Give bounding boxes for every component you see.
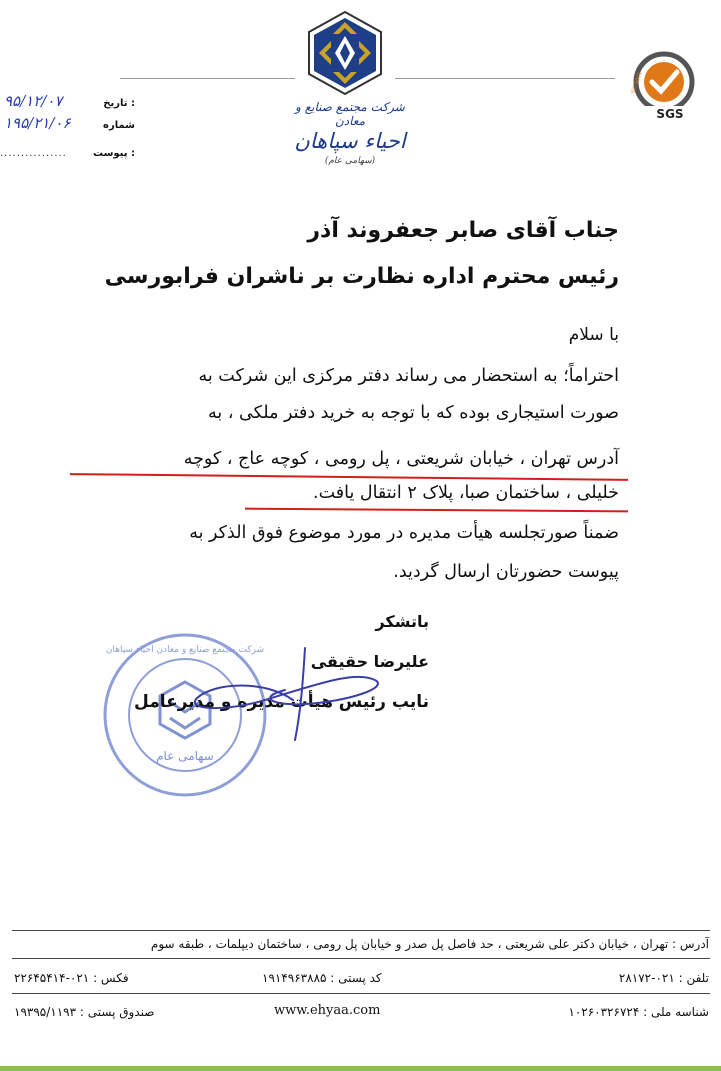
- signature-scribble: [175, 640, 435, 750]
- attachment-label: : پیوست: [92, 148, 135, 159]
- company-name: [280, 100, 420, 166]
- body-line-5: ضمناً صورتجلسه هیأت مدیره در مورد موضوع فوق الذکر به: [189, 523, 619, 543]
- body-line-3: آدرس تهران ، خیابان شریعتی ، پل رومی ، کوچه عاج ، کوچه: [183, 449, 619, 469]
- addressee-title: رئیس محترم اداره نظارت بر ناشران فرابورسی: [104, 264, 619, 289]
- iso-text: ISO 9001: [630, 71, 644, 95]
- footer-fax: فکس : ۰۲۱-۲۲۶۴۵۴۱۴: [14, 971, 129, 985]
- number-row: [0, 114, 135, 138]
- red-underline-1: [70, 473, 628, 481]
- body-line-2: صورت استیجاری بوده که با توجه به خرید دفتر ملکی ، به: [208, 403, 619, 423]
- number-value: ۱۹۵/۲۱/۰۶: [4, 114, 71, 132]
- sgs-certification-logo: [612, 44, 702, 124]
- header-rule-left: [120, 78, 295, 79]
- date-value: ۹۵/۱۲/۰۷: [4, 92, 63, 110]
- footer-postal-code: کد پستی : ۱۹۱۴۹۶۳۸۸۵: [262, 971, 382, 985]
- footer-rule-top: [12, 930, 710, 931]
- footer-phone: تلفن : ۰۲۱-۲۸۱۷۲: [618, 971, 709, 985]
- footer-rule-1: [12, 958, 710, 959]
- signatory-name: علیرضا حقیقی: [310, 652, 429, 671]
- closing: باتشکر: [375, 612, 429, 631]
- stamp-ring-text: شرکت مجتمع صنایع و معادن احیاء سپاهان: [105, 645, 265, 655]
- stamp-text: سهامی عام: [156, 749, 214, 763]
- company-name-line2: احیاء سپاهان: [294, 129, 406, 153]
- date-row: [0, 92, 135, 116]
- sgs-text: SGS: [656, 107, 684, 121]
- addressee-name: جناب آقای صابر جعفروند آذر: [307, 218, 619, 243]
- footer-color-bar: [0, 1066, 721, 1071]
- date-label: : تاریخ: [103, 98, 135, 109]
- attachment-row: [0, 146, 135, 166]
- body-line-6: پیوست حضورتان ارسال گردید.: [393, 562, 619, 582]
- greeting: با سلام: [568, 325, 619, 345]
- attachment-value: ................: [0, 148, 67, 159]
- footer-po-box: صندوق پستی : ۱۹۳۹۵/۱۱۹۳: [14, 1005, 155, 1019]
- footer-website: www.ehyaa.com: [274, 1003, 381, 1018]
- body-line-1: احتراماً؛ به استحضار می رساند دفتر مرکزی این شرکت به: [198, 366, 619, 386]
- red-underline-2: [245, 508, 628, 513]
- number-label: شماره: [103, 120, 135, 131]
- body-line-4: خلیلی ، ساختمان صبا، پلاک ۲ انتقال یافت.: [313, 483, 619, 503]
- company-type: (سهامی عام): [324, 156, 376, 166]
- signatory-title: نایب رئیس هیأت مدیره و مدیرعامل: [134, 692, 429, 712]
- header-rule-right: [395, 78, 615, 79]
- company-name-line1: شرکت مجتمع صنایع و معادن: [295, 100, 405, 128]
- footer-national-id: شناسه ملی : ۱۰۲۶۰۳۲۶۷۲۴: [568, 1005, 709, 1019]
- company-logo: [305, 10, 385, 96]
- footer-address: آدرس : تهران ، خیابان دکتر علی شریعتی ، حد فاصل پل صدر و خیابان پل رومی ، ساختمان دیپلمات ، طبقه سوم: [150, 937, 709, 951]
- footer-rule-2: [12, 993, 710, 994]
